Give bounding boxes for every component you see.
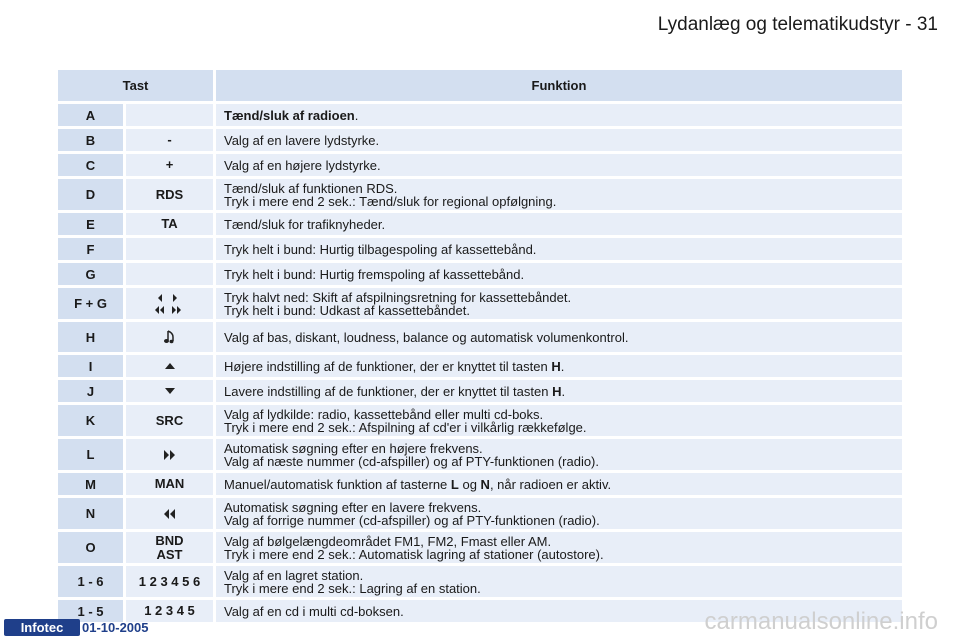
symbol-cell: TA [126, 213, 213, 235]
function-text: . [354, 107, 359, 123]
key-cell: F [58, 238, 123, 260]
function-cell [216, 263, 902, 285]
table-row [58, 498, 902, 529]
function-cell [216, 473, 902, 495]
table-row [58, 532, 902, 563]
function-cell [216, 532, 902, 563]
key-cell: J [58, 380, 123, 402]
column-header-function: Funktion [216, 70, 902, 101]
function-text: Tænd/sluk for trafiknyheder. [224, 216, 386, 232]
function-cell [216, 238, 902, 260]
key-cell: M [58, 473, 123, 495]
triangle-down-icon [164, 387, 176, 395]
symbol-cell [126, 263, 213, 285]
function-text: Tryk helt i bund: Hurtig tilbagespoling af kassettebånd. [224, 241, 537, 257]
symbol-cell [126, 238, 213, 260]
key-reference: L [450, 476, 459, 492]
function-text: og [458, 476, 481, 492]
key-cell: H [58, 322, 123, 352]
symbol-cell: RDS [126, 179, 213, 210]
symbol-cell [126, 498, 213, 529]
key-reference: H [551, 358, 561, 374]
symbol-cell: - [126, 129, 213, 151]
double-left-icon [163, 509, 177, 519]
symbol-cell [126, 355, 213, 377]
function-cell [216, 380, 902, 402]
double-right-icon [163, 450, 177, 460]
function-cell [216, 213, 902, 235]
table-body [58, 104, 902, 622]
table-row [58, 380, 902, 402]
function-text: Tryk halvt ned: Skift af afspilningsretning for kassettebåndet. [224, 289, 572, 305]
function-cell [216, 498, 902, 529]
table-row [58, 263, 902, 285]
symbol-cell [126, 439, 213, 470]
function-cell [216, 104, 902, 126]
function-text: Højere indstilling af de funktioner, der er knyttet til tasten [224, 358, 552, 374]
function-text: Tænd/sluk af funktionen RDS. [224, 180, 398, 196]
infotec-logo: Infotec [4, 619, 80, 636]
table-row [58, 355, 902, 377]
footer-date: 01-10-2005 [82, 620, 149, 635]
arrows-pair-icon [153, 292, 187, 316]
table-header [58, 70, 902, 101]
function-cell [216, 405, 902, 436]
function-cell [216, 439, 902, 470]
symbol-cell [126, 380, 213, 402]
symbol-cell [126, 104, 213, 126]
function-text: Tryk helt i bund: Hurtig fremspoling af kassettebånd. [224, 266, 525, 282]
triangle-up-icon [164, 362, 176, 370]
symbol-cell: 1 2 3 4 5 6 [126, 566, 213, 597]
function-text: Automatisk søgning efter en højere frekvens. [224, 440, 483, 456]
key-cell: 1 - 6 [58, 566, 123, 597]
key-cell: C [58, 154, 123, 176]
function-text: Valg af lydkilde: radio, kassettebånd eller multi cd-boks. [224, 406, 544, 422]
function-text: Automatisk søgning efter en lavere frekvens. [224, 499, 482, 515]
function-cell [216, 154, 902, 176]
column-header-key: Tast [58, 70, 213, 101]
symbol-cell: 1 2 3 4 5 [126, 600, 213, 622]
symbol-cell: SRC [126, 405, 213, 436]
function-table [58, 70, 902, 625]
watermark: carmanualsonline.info [704, 608, 938, 635]
key-reference: H [552, 383, 562, 399]
key-cell: B [58, 129, 123, 151]
key-cell: F + G [58, 288, 123, 319]
function-text: Lavere indstilling af de funktioner, der er knyttet til tasten [224, 383, 553, 399]
function-text: Valg af en højere lydstyrke. [224, 157, 381, 173]
function-text-line2: Tryk helt i bund: Udkast af kassettebåndet. [224, 302, 470, 318]
symbol-cell [126, 288, 213, 319]
function-text: Manuel/automatisk funktion af tasterne [224, 476, 451, 492]
table-row [58, 288, 902, 319]
function-text-line2: Tryk i mere end 2 sek.: Automatisk lagring af stationer (autostore). [224, 546, 604, 562]
symbol-cell: MAN [126, 473, 213, 495]
page-title: Lydanlæg og telematikudstyr - 31 [657, 14, 938, 35]
symbol-cell: BND AST [126, 532, 213, 563]
function-text: , når radioen er aktiv. [489, 476, 612, 492]
key-reference: Tænd/sluk af radioen [224, 107, 355, 123]
key-cell: G [58, 263, 123, 285]
key-cell: D [58, 179, 123, 210]
key-cell: E [58, 213, 123, 235]
table-row [58, 566, 902, 597]
function-text: Valg af en lagret station. [224, 567, 364, 583]
function-cell [216, 566, 902, 597]
function-text-line2: Valg af forrige nummer (cd-afspiller) og af PTY-funktionen (radio). [224, 512, 600, 528]
key-cell: 1 - 5 [58, 600, 123, 622]
key-cell: A [58, 104, 123, 126]
symbol-cell [126, 322, 213, 352]
function-text: . [561, 383, 566, 399]
function-cell [216, 179, 902, 210]
key-cell: N [58, 498, 123, 529]
table-row [58, 322, 902, 352]
function-text-line2: Valg af næste nummer (cd-afspiller) og af PTY-funktionen (radio). [224, 453, 600, 469]
function-cell [216, 355, 902, 377]
function-cell [216, 288, 902, 319]
key-cell: I [58, 355, 123, 377]
table-row [58, 129, 902, 151]
table-row [58, 154, 902, 176]
function-text: Valg af bølgelængdeområdet FM1, FM2, Fmast eller AM. [224, 533, 552, 549]
table-row [58, 238, 902, 260]
function-text-line2: Tryk i mere end 2 sek.: Tænd/sluk for regional opfølgning. [224, 193, 557, 209]
function-text-line2: Tryk i mere end 2 sek.: Lagring af en station. [224, 580, 481, 596]
function-text: Valg af en lavere lydstyrke. [224, 132, 380, 148]
table-row [58, 439, 902, 470]
table-row [58, 213, 902, 235]
function-text-line2: Tryk i mere end 2 sek.: Afspilning af cd'er i vilkårlig rækkefølge. [224, 419, 587, 435]
table-row [58, 405, 902, 436]
key-cell: O [58, 532, 123, 563]
key-cell: L [58, 439, 123, 470]
symbol-cell: + [126, 154, 213, 176]
table-row [58, 179, 902, 210]
function-cell [216, 129, 902, 151]
function-cell [216, 322, 902, 352]
function-text: . [560, 358, 565, 374]
function-text: Valg af en cd i multi cd-boksen. [224, 603, 404, 619]
function-text: Valg af bas, diskant, loudness, balance og automatisk volumenkontrol. [224, 329, 629, 345]
table-row [58, 473, 902, 495]
table-row [58, 104, 902, 126]
music-note-icon [163, 329, 177, 345]
key-reference: N [480, 476, 490, 492]
key-cell: K [58, 405, 123, 436]
